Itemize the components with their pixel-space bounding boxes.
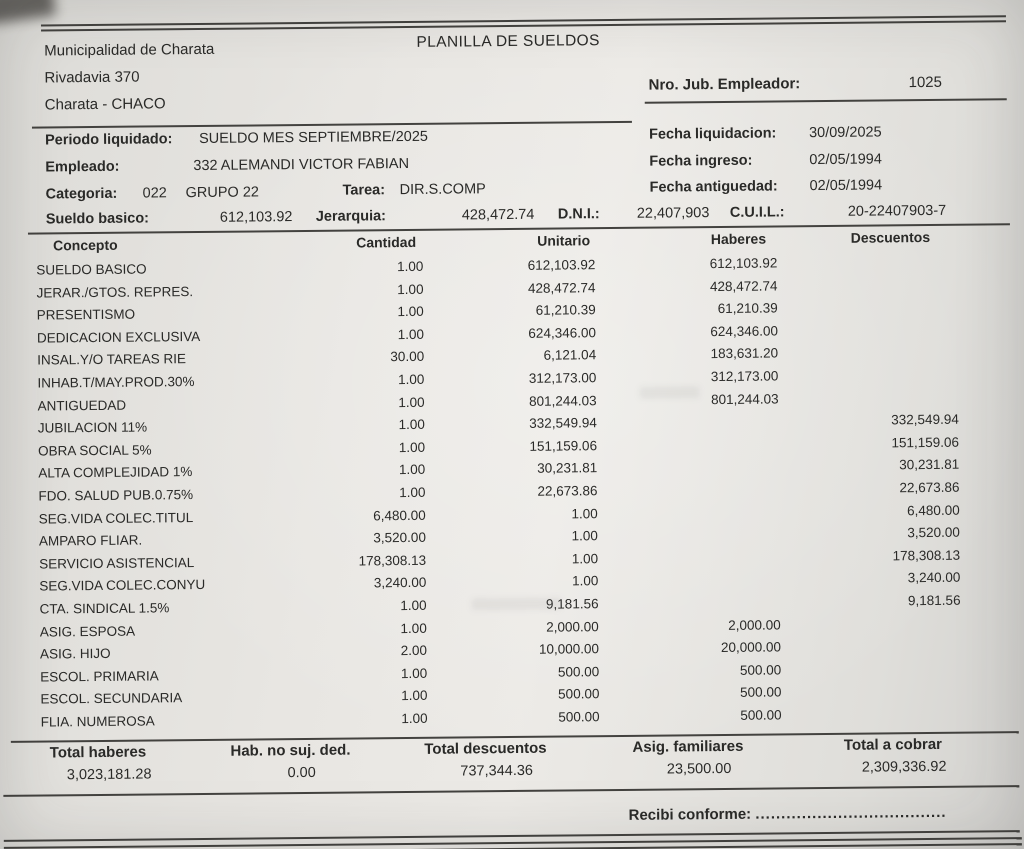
organization-name: Municipalidad de Charata (44, 40, 215, 60)
cell-cantidad: 6,480.00 (373, 507, 426, 523)
jerarquia-value: 428,472.74 (461, 206, 535, 224)
cell-descuentos (781, 318, 961, 342)
cell-concepto: ESCOL. PRIMARIA (40, 668, 159, 685)
cell-unitario: 332,549.94 (529, 415, 597, 431)
cell-descuentos: 151,159.06 (891, 434, 960, 451)
fecha-liquidacion-value: 30/09/2025 (808, 124, 882, 142)
fecha-antiguedad-label: Fecha antiguedad: (649, 178, 778, 196)
total-haberes-label: Total haberes (49, 743, 147, 762)
cell-concepto: FDO. SALUD PUB.0.75% (38, 487, 194, 504)
cell-descuentos (780, 273, 960, 297)
categoria-label: Categoria: (45, 185, 118, 203)
cell-concepto: ASIG. ESPOSA (39, 623, 136, 640)
cell-haberes: 801,244.03 (710, 391, 779, 407)
periodo-value: SUELDO MES SEPTIEMBRE/2025 (199, 128, 429, 147)
cell-concepto: SEG.VIDA COLEC.TITUL (38, 509, 194, 527)
total-haberes-value: 3,023,181.28 (66, 766, 152, 784)
jerarquia-label: Jerarquia: (315, 208, 387, 225)
cell-unitario: 1.00 (571, 550, 599, 567)
cell-descuentos (781, 296, 961, 320)
cell-concepto: ASIG. HIJO (39, 645, 111, 662)
cell-concepto: INSAL.Y/O TAREAS RIE (37, 351, 187, 368)
total-descuentos-value: 737,344.36 (460, 762, 534, 780)
cell-haberes: 428,472.74 (709, 278, 778, 294)
total-a-cobrar-value: 2,309,336.92 (861, 758, 947, 776)
cell-concepto: ANTIGUEDAD (37, 397, 127, 414)
cell-haberes (601, 546, 783, 570)
grupo-value: GRUPO 22 (185, 184, 260, 202)
asig-familiares-label: Asig. familiares (632, 737, 744, 756)
categoria-value: 022 (142, 185, 167, 202)
cell-cantidad: 1.00 (397, 304, 424, 320)
cell-concepto: FLIA. NUMEROSA (40, 713, 155, 730)
cell-haberes: 183,631.20 (710, 345, 779, 362)
cell-unitario: 612,103.92 (527, 257, 596, 273)
cell-haberes (600, 411, 782, 435)
cell-haberes (601, 524, 783, 548)
dni-label: D.N.I.: (557, 206, 600, 223)
print-ghost (472, 598, 562, 611)
tarea-label: Tarea: (342, 182, 386, 199)
sueldo-basico-value: 612,103.92 (219, 209, 293, 226)
cell-cantidad: 1.00 (400, 597, 427, 613)
cell-haberes: 500.00 (740, 707, 782, 723)
cell-haberes (601, 501, 783, 525)
cell-unitario: 500.00 (558, 686, 600, 702)
organization-address: Rivadavia 370 (44, 68, 140, 87)
organization-city: Charata - CHACO (44, 95, 166, 114)
cell-haberes (600, 456, 782, 480)
col-header-descuentos: Descuentos (850, 228, 931, 246)
org-block-rule (32, 121, 632, 128)
cell-descuentos: 178,308.13 (892, 547, 961, 564)
cell-cantidad: 1.00 (399, 484, 426, 501)
cell-haberes: 312,173.00 (710, 368, 779, 385)
cell-unitario: 1.00 (571, 528, 598, 544)
fecha-ingreso-label: Fecha ingreso: (649, 152, 753, 170)
cell-cantidad: 3,520.00 (373, 529, 426, 546)
cell-unitario: 1.00 (571, 505, 598, 521)
cuil-label: C.U.I.L.: (729, 204, 785, 221)
cell-cantidad: 1.00 (400, 665, 428, 681)
print-ghost (639, 386, 699, 399)
cell-cantidad: 1.00 (401, 688, 428, 704)
empleado-value: 332 ALEMANDI VICTOR FABIAN (193, 155, 410, 175)
cell-cantidad: 1.00 (397, 281, 424, 297)
cell-haberes (600, 478, 782, 502)
cell-descuentos (781, 341, 961, 365)
cell-haberes: 500.00 (739, 662, 782, 678)
cell-concepto: OBRA SOCIAL 5% (37, 442, 152, 459)
total-a-cobrar-label: Total a cobrar (843, 735, 943, 754)
cell-concepto: PRESENTISMO (36, 306, 136, 323)
cell-unitario: 30,231.81 (537, 460, 598, 477)
cell-cantidad: 3,240.00 (373, 575, 427, 591)
total-descuentos-label: Total descuentos (424, 739, 547, 758)
fecha-antiguedad-value: 02/05/1994 (809, 177, 883, 195)
cell-descuentos: 3,240.00 (907, 570, 961, 586)
hab-no-suj-ded-value: 0.00 (287, 764, 316, 782)
cuil-value: 20-22407903-7 (847, 202, 947, 220)
employer-number-label: Nro. Jub. Empleador: (648, 75, 801, 94)
cell-unitario: 801,244.03 (528, 392, 597, 409)
cell-cantidad: 1.00 (396, 258, 424, 275)
cell-descuentos (781, 364, 961, 388)
sueldo-basico-label: Sueldo basico: (45, 210, 150, 228)
cell-descuentos: 332,549.94 (891, 411, 959, 428)
cell-descuentos (785, 703, 965, 727)
cell-concepto: CTA. SINDICAL 1.5% (39, 600, 170, 617)
cell-concepto: SERVICIO ASISTENCIAL (39, 554, 195, 572)
table-body (36, 251, 965, 734)
cell-unitario: 22,673.86 (537, 483, 598, 499)
cell-concepto: JUBILACION 11% (37, 419, 148, 436)
cell-cantidad: 1.00 (398, 371, 425, 388)
cell-concepto: SEG.VIDA COLEC.CONYU (39, 577, 206, 594)
employer-number-value: 1025 (908, 73, 943, 92)
cell-cantidad: 1.00 (398, 416, 425, 433)
cell-unitario: 9,181.56 (545, 596, 599, 612)
cell-cantidad: 1.00 (400, 620, 427, 636)
cell-unitario: 500.00 (557, 663, 600, 680)
cell-descuentos (784, 612, 964, 636)
cell-descuentos (784, 680, 964, 704)
cell-haberes: 20,000.00 (720, 639, 782, 656)
signature-dotted-line: ..................................... (755, 803, 947, 823)
cell-haberes: 2,000.00 (728, 616, 781, 633)
cell-unitario: 10,000.00 (538, 641, 600, 657)
col-header-haberes: Haberes (710, 230, 767, 248)
periodo-label: Periodo liquidado: (45, 131, 173, 149)
col-header-cantidad: Cantidad (356, 233, 417, 251)
fecha-liquidacion-label: Fecha liquidacion: (648, 125, 777, 143)
cell-concepto: DEDICACION EXCLUSIVA (36, 328, 201, 346)
document-title: PLANILLA DE SUELDOS (416, 32, 600, 51)
empleado-label: Empleado: (45, 158, 120, 176)
dni-value: 22,407,903 (636, 205, 710, 222)
cell-haberes: 612,103.92 (709, 255, 778, 272)
cell-haberes (601, 569, 783, 593)
cell-cantidad: 30.00 (390, 349, 425, 365)
cell-unitario: 2,000.00 (546, 618, 599, 635)
cell-haberes: 500.00 (740, 684, 782, 701)
tarea-value: DIR.S.COMP (399, 181, 486, 199)
recibi-conforme-label: Recibi conforme: (628, 805, 752, 824)
cell-haberes: 61,210.39 (717, 300, 778, 317)
cell-haberes (601, 591, 783, 615)
cell-cantidad: 1.00 (398, 462, 426, 478)
cell-descuentos (781, 386, 961, 410)
cell-concepto: JERAR./GTOS. REPRES. (36, 283, 194, 301)
cell-unitario: 151,159.06 (529, 437, 598, 454)
cell-cantidad: 1.00 (398, 439, 426, 455)
cell-descuentos: 9,181.56 (907, 592, 961, 609)
cell-unitario: 500.00 (558, 709, 600, 725)
cell-descuentos (784, 635, 964, 659)
col-header-unitario: Unitario (537, 232, 591, 249)
cell-cantidad: 2.00 (400, 642, 428, 659)
cell-descuentos: 30,231.81 (899, 457, 960, 473)
totals-bottom-rule (3, 785, 1019, 796)
cell-descuentos: 6,480.00 (907, 502, 960, 518)
cell-concepto: INHAB.T/MAY.PROD.30% (37, 374, 195, 391)
cell-descuentos: 3,520.00 (907, 524, 960, 541)
cell-unitario: 61,210.39 (535, 302, 596, 318)
fecha-ingreso-value: 02/05/1994 (809, 151, 882, 169)
cell-unitario: 624,346.00 (528, 324, 597, 341)
cell-descuentos: 22,673.86 (899, 479, 960, 496)
cell-haberes (600, 433, 782, 457)
cell-cantidad: 1.00 (401, 710, 428, 726)
cell-cantidad: 1.00 (397, 326, 425, 342)
cell-concepto: AMPARO FLIAR. (38, 532, 143, 549)
cell-unitario: 1.00 (571, 573, 599, 589)
cell-concepto: ESCOL. SECUNDARIA (40, 690, 183, 707)
cell-cantidad: 1.00 (398, 394, 425, 410)
employer-number-rule (645, 98, 1007, 103)
cell-haberes: 624,346.00 (710, 323, 779, 339)
cell-descuentos (784, 657, 964, 681)
cell-unitario: 312,173.00 (528, 370, 597, 386)
cell-cantidad: 178,308.13 (358, 552, 427, 569)
hab-no-suj-ded-label: Hab. no suj. ded. (230, 741, 351, 760)
recibi-conforme (629, 804, 947, 824)
cell-concepto: ALTA COMPLEJIDAD 1% (38, 464, 193, 481)
cell-unitario: 6,121.04 (543, 347, 597, 364)
col-header-concepto: Concepto (53, 236, 118, 254)
cell-unitario: 428,472.74 (527, 279, 596, 296)
cell-concepto: SUELDO BASICO (36, 261, 147, 278)
asig-familiares-value: 23,500.00 (666, 760, 732, 778)
cell-descuentos (780, 251, 960, 275)
totals-values-row (3, 758, 993, 784)
